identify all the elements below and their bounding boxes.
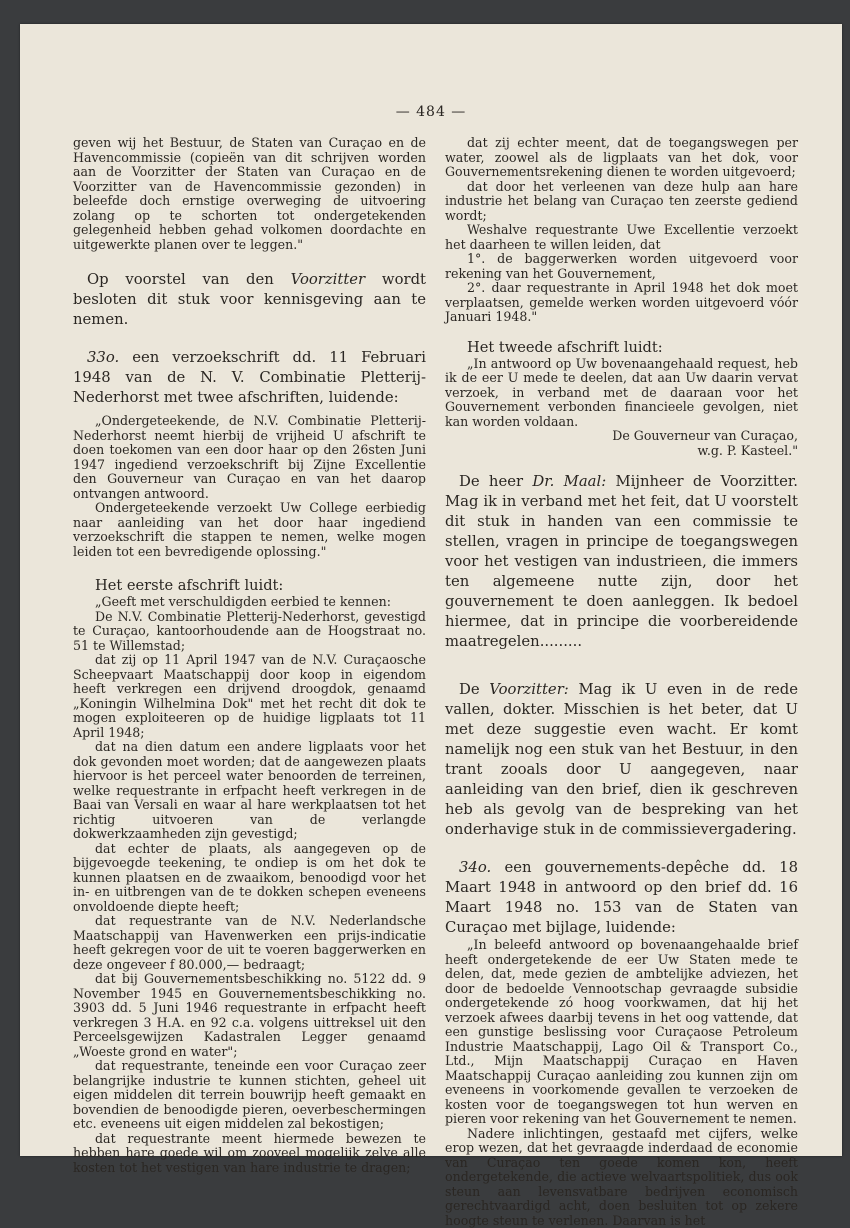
signature-title: De Gouverneur van Curaçao,	[445, 429, 798, 444]
quote-paragraph: dat zij echter meent, dat de toegangswegen per water, zoowel als de ligplaats van het dok, voor Gouvernementsrekening dienen te worden uitgevoerd;	[445, 136, 798, 180]
right-column	[445, 136, 798, 1228]
quote-paragraph: dat door het verleenen van deze hulp aan hare industrie het belang van Curaçao ten zeerste gediend wordt;	[445, 180, 798, 224]
item-340-heading: 34o. een gouvernements-depêche dd. 18 Maart 1948 in antwoord op den brief dd. 16 Maart 1948 no. 153 van de Staten van Curaçao met bijlage, luidende:	[445, 858, 798, 938]
document-page	[20, 24, 842, 1156]
quote-paragraph: De N.V. Combinatie Pletterij-Nederhorst, gevestigd te Curaçao, kantoorhoudende aan de Hoogstraat no. 51 te Willemstad;	[73, 610, 426, 654]
left-column	[73, 136, 426, 1175]
section-heading: Het eerste afschrift luidt:	[95, 577, 426, 595]
item-330-heading: 33o. een verzoekschrift dd. 11 Februari 1948 van de N. V. Combinatie Pletterij-Nederhorst met twee afschriften, luidende:	[73, 348, 426, 408]
quote-paragraph: dat requestrante van de N.V. Nederlandsche Maatschappij van Havenwerken een prijs-indicatie heeft gekregen voor de uit te voeren baggerwerken en deze ongeveer f 80.000,— bedraagt;	[73, 914, 426, 972]
paragraph: Ondergeteekende verzoekt Uw College eerbiedig naar aanleiding van het door haar ingediend verzoekschrift die stappen te nemen, welke mogen leiden tot een bevredigende oplossing."	[73, 501, 426, 559]
quote-paragraph: „In beleefd antwoord op bovenaangehaalde brief heeft ondergetekende de eer Uw Staten mede te delen, dat, mede gezien de ambtelijke adviezen, het door de bedoelde Vennootschap gevraagde subsidie ondergetekende zó hoog voorkwamen, dat hij het verzoek afwees daarbij tevens in het oog vattende, dat een gunstige beslissing voor Curaçaose Petroleum Industrie Maatschappij, Lago Oil & Transport Co., Ltd., Mijn Maatschappij Curaçao en Haven Maatschappij Curaçao aanleiding zou kunnen zijn om eveneens in voorkomende gevallen te verzoeken de kosten voor de toegangswegen tot hun werven en pieren voor rekening van het Gouvernement te nemen.	[445, 938, 798, 1127]
quote-paragraph: dat echter de plaats, als aangegeven op de bijgevoegde teekening, te ondiep is om het dok te kunnen plaatsen en de zwaaikom, benoodigd voor het in- en uitbrengen van de te dokken schepen eveneens onvoldoende diepte heeft;	[73, 842, 426, 915]
page-number: — 484 —	[20, 104, 842, 120]
signature-name: w.g. P. Kasteel."	[445, 444, 798, 459]
quote-paragraph: Nadere inlichtingen, gestaafd met cijfers, welke erop wezen, dat het gevraagde inderdaad de economie van Curaçao ten goede komen kon, heeft ondergetekende, die actieve welvaartspolitiek, dus ook steun aan levensvatbare bedrijven economisch gerechtvaardigd acht, doen besluiten tot op zekere hoogte steun te verlenen. Daarvan is het	[445, 1127, 798, 1228]
speech-paragraph: De Voorzitter: Mag ik U even in de rede vallen, dokter. Misschien is het beter, dat U met deze suggestie even wacht. Er komt namelijk nog een stuk van het Bestuur, in den trant zooals door U aangegeven, naar aanleiding van den brief, dien ik geschreven heb als gevolg van de bespreking van het onderhavige stuk in de commissievergadering.	[445, 680, 798, 840]
paragraph: „Ondergeteekende, de N.V. Combinatie Pletterij-Nederhorst neemt hierbij de vrijheid U afschrift te doen toekomen van een door haar op den 26sten Juni 1947 ingediend verzoekschrift bij Zijne Excellentie den Gouverneur van Curaçao en van het daarop ontvangen antwoord.	[73, 414, 426, 501]
quote-paragraph: 2°. daar requestrante in April 1948 het dok moet verplaatsen, gemelde werken worden uitgevoerd vóór Januari 1948."	[445, 281, 798, 325]
section-heading: Het tweede afschrift luidt:	[467, 339, 798, 357]
quote-paragraph: dat bij Gouvernementsbeschikking no. 5122 dd. 9 November 1945 en Gouvernementsbeschikking no. 3903 dd. 5 Juni 1946 requestrante in erfpacht heeft verkregen 3 H.A. en 92 c.a. volgens uittreksel uit den Perceelsgewijzen Kadastralen Legger genaamd „Woeste grond en water";	[73, 972, 426, 1059]
item-number: 33o.	[87, 349, 119, 366]
item-number: 34o.	[459, 859, 491, 876]
quote-paragraph: dat requestrante meent hiermede bewezen te hebben hare goede wil om zooveel mogelijk zelve alle kosten tot het vestigen van hare industrie te dragen;	[73, 1132, 426, 1176]
resolution-paragraph: Op voorstel van den Voorzitter wordt besloten dit stuk voor kennisgeving aan te nemen.	[73, 270, 426, 330]
quote-paragraph: dat zij op 11 April 1947 van de N.V. Curaçaosche Scheepvaart Maatschappij door koop in eigendom heeft verkregen een drijvend droogdok, genaamd „Koningin Wilhelmina Dok" met het recht dit dok te mogen exploiteeren op de huidige ligplaats tot 11 April 1948;	[73, 653, 426, 740]
speech-paragraph: De heer Dr. Maal: Mijnheer de Voorzitter. Mag ik in verband met het feit, dat U voorstelt dit stuk in handen van een commissie te stellen, vragen in principe de toegangswegen voor het vestigen van industrieen, die immers ten algemeene nutte zijn, door het gouvernement te doen aanleggen. Ik bedoel hiermee, dat in principe die voorbereidende maatregelen.........	[445, 472, 798, 652]
quote-paragraph: dat na dien datum een andere ligplaats voor het dok gevonden moet worden; dat de aangewezen plaats hiervoor is het perceel water benoorden de terreinen, welke requestrante in erfpacht heeft verkregen in de Baai van Versali en waar al hare werkplaatsen tot het richtig uitvoeren van de verlangde dokwerkzaamheden zijn gevestigd;	[73, 740, 426, 842]
quote-paragraph: „In antwoord op Uw bovenaangehaald request, heb ik de eer U mede te deelen, dat aan Uw daarin vervat verzoek, in verband met de daaraan voor het Gouvernement verbonden financieele gevolgen, niet kan worden voldaan.	[445, 357, 798, 430]
quote-paragraph: Weshalve requestrante Uwe Excellentie verzoekt het daarheen te willen leiden, dat	[445, 223, 798, 252]
quote-paragraph: 1°. de baggerwerken worden uitgevoerd voor rekening van het Gouvernement,	[445, 252, 798, 281]
quote-paragraph: „Geeft met verschuldigden eerbied te kennen:	[73, 595, 426, 610]
paragraph: geven wij het Bestuur, de Staten van Curaçao en de Havencommissie (copieën van dit schrijven worden aan de Voorzitter der Staten van Curaçao en de Voorzitter van de Havencommissie gezonden) in beleefde doch ernstige overweging de uitvoering zolang op te schorten tot ondergetekenden gelegenheid hebben gehad volkomen doordachte en uitgewerkte planen over te leggen."	[73, 136, 426, 252]
quote-paragraph: dat requestrante, teneinde een voor Curaçao zeer belangrijke industrie te kunnen stichten, geheel uit eigen middelen dit terrein bouwrijp heeft gemaakt en bovendien de benoodigde pieren, oeverbeschermingen etc. eveneens uit eigen middelen zal bekostigen;	[73, 1059, 426, 1132]
